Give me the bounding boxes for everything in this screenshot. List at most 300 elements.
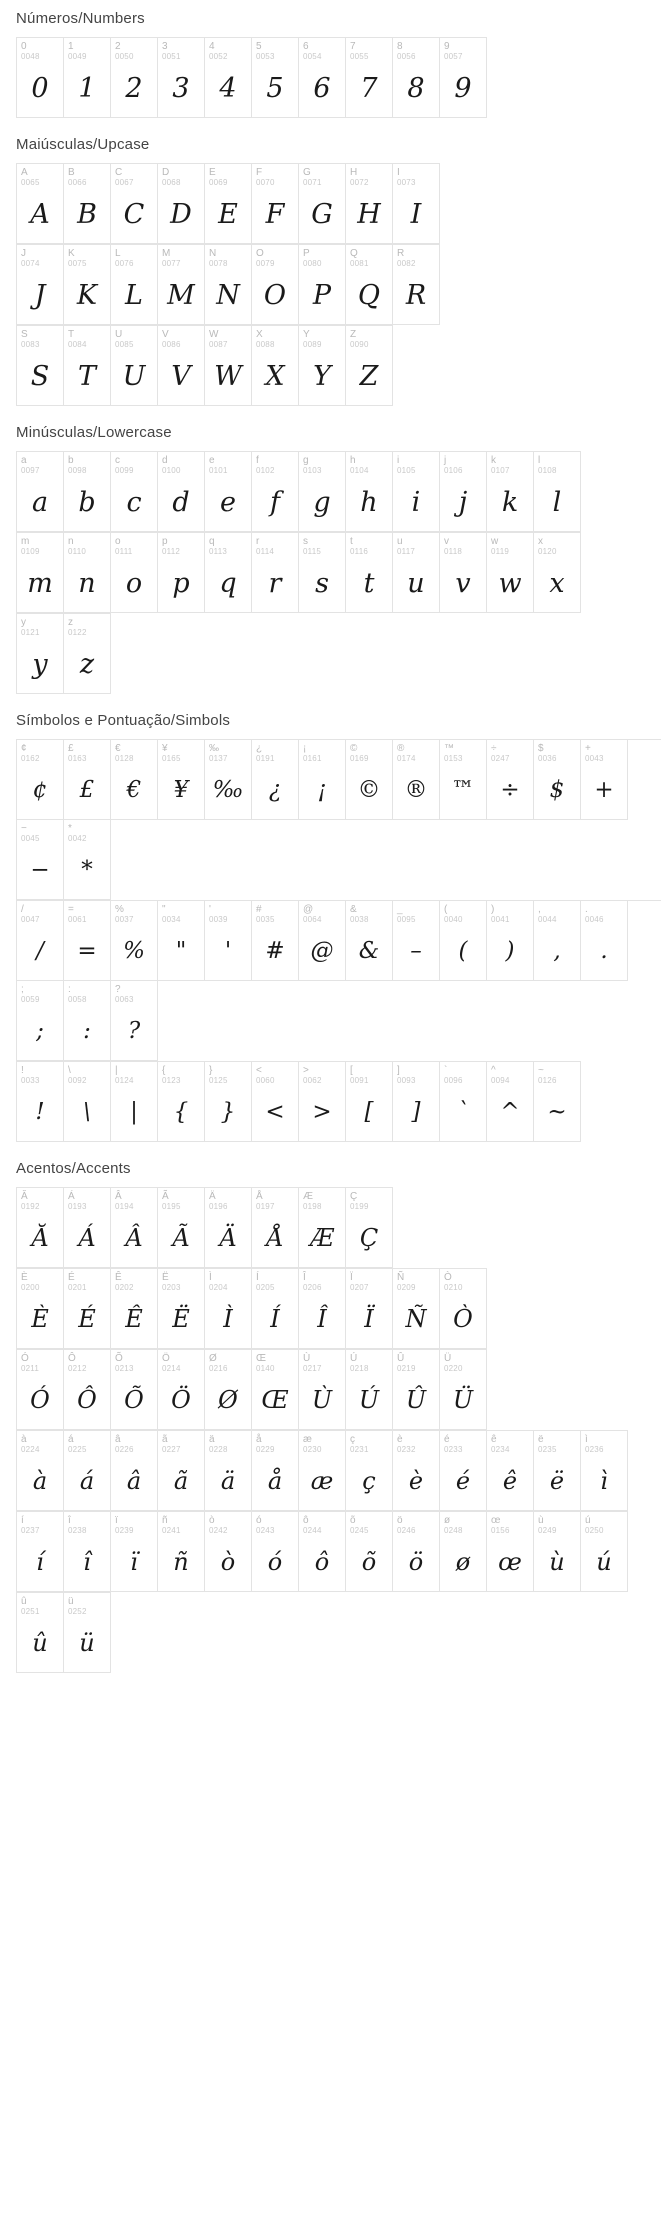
glyph-code-label: 0076 xyxy=(115,259,134,268)
glyph-cell[interactable] xyxy=(393,901,440,981)
glyph-cell[interactable] xyxy=(205,1062,252,1142)
glyph-cell[interactable] xyxy=(111,164,158,244)
glyph-cell[interactable] xyxy=(17,38,64,118)
glyph-code-label: 0108 xyxy=(538,466,557,475)
glyph-cell[interactable] xyxy=(158,1512,205,1592)
glyph-char-label: Ì xyxy=(209,1272,212,1283)
glyph-preview: Ç xyxy=(359,1224,379,1252)
glyph-cell[interactable] xyxy=(17,533,64,613)
glyph-cell[interactable] xyxy=(393,1512,440,1592)
glyph-char-label: Z xyxy=(350,329,357,340)
glyph-cell[interactable] xyxy=(252,1062,299,1142)
glyph-preview: ÷ xyxy=(500,776,520,803)
glyph-row xyxy=(16,1511,628,1592)
glyph-row xyxy=(16,163,440,244)
glyph-cell[interactable] xyxy=(581,1431,628,1511)
glyph-cell[interactable] xyxy=(346,1431,393,1511)
glyph-cell[interactable] xyxy=(346,901,393,981)
glyph-preview: h xyxy=(360,486,378,518)
glyph-cell[interactable] xyxy=(64,326,111,406)
glyph-cell[interactable] xyxy=(440,452,487,532)
glyph-cell[interactable] xyxy=(252,1350,299,1430)
glyph-char-label: Â xyxy=(115,1191,122,1202)
glyph-cell[interactable] xyxy=(64,1512,111,1592)
glyph-char-label: ñ xyxy=(162,1515,168,1526)
glyph-cell[interactable] xyxy=(111,1350,158,1430)
glyph-cell[interactable] xyxy=(64,1350,111,1430)
glyph-cell[interactable] xyxy=(252,38,299,118)
glyph-preview: Õ xyxy=(124,1386,144,1414)
glyph-cell[interactable] xyxy=(64,820,111,900)
glyph-cell[interactable] xyxy=(299,164,346,244)
glyph-char-label: X xyxy=(256,329,263,340)
glyph-cell[interactable] xyxy=(111,452,158,532)
glyph-preview: − xyxy=(30,856,50,883)
glyph-cell[interactable] xyxy=(252,1431,299,1511)
glyph-cell[interactable] xyxy=(581,901,628,981)
glyph-char-label: Ó xyxy=(21,1353,29,1364)
glyph-preview: = xyxy=(77,937,97,964)
glyph-preview: [ xyxy=(364,1098,374,1125)
glyph-preview: z xyxy=(79,648,95,680)
glyph-code-label: 0205 xyxy=(256,1283,275,1292)
glyph-cell[interactable] xyxy=(299,1350,346,1430)
glyph-code-label: 0069 xyxy=(209,178,228,187)
glyph-cell[interactable] xyxy=(252,1188,299,1268)
glyph-char-label: a xyxy=(21,455,27,466)
glyph-cell[interactable] xyxy=(158,1350,205,1430)
glyph-cell[interactable] xyxy=(299,533,346,613)
glyph-cell[interactable] xyxy=(534,1512,581,1592)
glyph-char-label: P xyxy=(303,248,310,259)
glyph-cell[interactable] xyxy=(17,740,64,820)
glyph-cell[interactable] xyxy=(581,740,628,820)
glyph-cell[interactable] xyxy=(111,38,158,118)
glyph-preview: Ï xyxy=(364,1305,374,1333)
glyph-cell[interactable] xyxy=(440,38,487,118)
glyph-preview: Ë xyxy=(172,1305,190,1333)
glyph-char-label: 0 xyxy=(21,41,27,52)
glyph-code-label: 0122 xyxy=(68,628,87,637)
glyph-cell[interactable] xyxy=(158,38,205,118)
glyph-cell[interactable] xyxy=(299,901,346,981)
glyph-code-label: 0034 xyxy=(162,915,181,924)
glyph-preview: ï xyxy=(130,1548,138,1576)
glyph-cell[interactable] xyxy=(487,901,534,981)
glyph-code-label: 0090 xyxy=(350,340,369,349)
glyph-code-label: 0062 xyxy=(303,1076,322,1085)
glyph-cell[interactable] xyxy=(205,740,252,820)
glyph-preview: n xyxy=(78,567,96,599)
glyph-cell[interactable] xyxy=(64,533,111,613)
glyph-cell[interactable] xyxy=(252,1269,299,1349)
glyph-cell[interactable] xyxy=(393,740,440,820)
glyph-cell[interactable] xyxy=(64,981,111,1061)
glyph-cell[interactable] xyxy=(487,452,534,532)
glyph-cell[interactable] xyxy=(17,1431,64,1511)
glyph-preview: Ü xyxy=(452,1386,474,1414)
glyph-cell[interactable] xyxy=(440,1269,487,1349)
glyph-cell[interactable] xyxy=(534,1431,581,1511)
glyph-char-label: h xyxy=(350,455,356,466)
glyph-cell[interactable] xyxy=(17,901,64,981)
glyph-cell[interactable] xyxy=(346,245,393,325)
glyph-cell[interactable] xyxy=(17,326,64,406)
glyph-cell[interactable] xyxy=(252,452,299,532)
glyph-code-label: 0120 xyxy=(538,547,557,556)
glyph-cell[interactable] xyxy=(17,1350,64,1430)
glyph-cell[interactable] xyxy=(64,1431,111,1511)
glyph-cell[interactable] xyxy=(158,901,205,981)
glyph-char-label: | xyxy=(115,1065,118,1076)
glyph-cell[interactable] xyxy=(17,1593,64,1673)
glyph-char-label: ¡ xyxy=(303,743,307,754)
glyph-char-label: } xyxy=(209,1065,213,1076)
glyph-cell[interactable] xyxy=(346,38,393,118)
glyph-char-label: â xyxy=(115,1434,121,1445)
glyph-char-label: d xyxy=(162,455,168,466)
glyph-cell[interactable] xyxy=(64,1593,111,1673)
glyph-cell[interactable] xyxy=(17,1188,64,1268)
glyph-cell[interactable] xyxy=(299,245,346,325)
glyph-cell[interactable] xyxy=(346,452,393,532)
glyph-char-label: Ô xyxy=(68,1353,76,1364)
glyph-cell[interactable] xyxy=(205,326,252,406)
glyph-cell[interactable] xyxy=(64,164,111,244)
glyph-preview: e xyxy=(220,486,236,518)
glyph-cell[interactable] xyxy=(440,1431,487,1511)
glyph-code-label: 0097 xyxy=(21,466,40,475)
glyph-cell[interactable] xyxy=(111,1062,158,1142)
glyph-char-label: \ xyxy=(68,1065,71,1076)
glyph-char-label: ç xyxy=(350,1434,355,1445)
glyph-code-label: 0051 xyxy=(162,52,181,61)
glyph-code-label: 0068 xyxy=(162,178,181,187)
glyph-cell[interactable] xyxy=(111,1269,158,1349)
glyph-code-label: 0233 xyxy=(444,1445,463,1454)
glyph-code-label: 0210 xyxy=(444,1283,463,1292)
glyph-preview: Y xyxy=(313,360,331,392)
glyph-preview: É xyxy=(78,1305,96,1333)
glyph-cell[interactable] xyxy=(393,38,440,118)
glyph-code-label: 0038 xyxy=(350,915,369,924)
glyph-cell[interactable] xyxy=(534,452,581,532)
glyph-cell[interactable] xyxy=(252,245,299,325)
glyph-cell[interactable] xyxy=(17,245,64,325)
glyph-preview: Ö xyxy=(171,1386,191,1414)
glyph-cell[interactable] xyxy=(252,326,299,406)
glyph-cell[interactable] xyxy=(111,1431,158,1511)
glyph-char-label: Ă xyxy=(21,1191,28,1202)
glyph-code-label: 0093 xyxy=(397,1076,416,1085)
glyph-code-label: 0102 xyxy=(256,466,275,475)
glyph-cell[interactable] xyxy=(205,533,252,613)
glyph-char-label: à xyxy=(21,1434,27,1445)
glyph-cell[interactable] xyxy=(346,740,393,820)
glyph-preview: á xyxy=(79,1467,95,1495)
glyph-cell[interactable] xyxy=(64,452,111,532)
glyph-cell[interactable] xyxy=(111,740,158,820)
glyph-code-label: 0041 xyxy=(491,915,510,924)
glyph-char-label: ü xyxy=(68,1596,74,1607)
glyph-cell[interactable] xyxy=(299,452,346,532)
glyph-cell[interactable] xyxy=(158,1431,205,1511)
glyph-cell[interactable] xyxy=(111,326,158,406)
glyph-preview: % xyxy=(123,937,145,964)
glyph-preview: V xyxy=(171,360,191,392)
glyph-cell[interactable] xyxy=(393,1269,440,1349)
glyph-cell[interactable] xyxy=(17,1062,64,1142)
glyph-cell[interactable] xyxy=(17,452,64,532)
glyph-preview: d xyxy=(172,486,190,518)
glyph-char-label: " xyxy=(162,904,166,915)
glyph-code-label: 0096 xyxy=(444,1076,463,1085)
glyph-code-label: 0237 xyxy=(21,1526,40,1535)
glyph-code-label: 0074 xyxy=(21,259,40,268)
glyph-cell[interactable] xyxy=(393,533,440,613)
glyph-cell[interactable] xyxy=(158,326,205,406)
glyph-cell[interactable] xyxy=(158,1062,205,1142)
glyph-char-label: K xyxy=(68,248,75,259)
glyph-cell[interactable] xyxy=(346,1512,393,1592)
glyph-preview: } xyxy=(220,1098,236,1125)
glyph-preview: 3 xyxy=(172,72,190,104)
glyph-cell[interactable] xyxy=(346,533,393,613)
glyph-row xyxy=(16,1592,111,1673)
glyph-cell[interactable] xyxy=(17,981,64,1061)
glyph-cell[interactable] xyxy=(111,245,158,325)
glyph-char-label: å xyxy=(256,1434,262,1445)
glyph-code-label: 0061 xyxy=(68,915,87,924)
glyph-cell[interactable] xyxy=(111,1188,158,1268)
glyph-cell[interactable] xyxy=(252,740,299,820)
glyph-cell[interactable] xyxy=(346,1269,393,1349)
glyph-cell[interactable] xyxy=(17,1512,64,1592)
glyph-code-label: 0244 xyxy=(303,1526,322,1535)
glyph-cell[interactable] xyxy=(487,740,534,820)
glyph-code-label: 0078 xyxy=(209,259,228,268)
glyph-cell[interactable] xyxy=(346,164,393,244)
glyph-char-label: S xyxy=(21,329,28,340)
glyph-cell[interactable] xyxy=(581,1512,628,1592)
glyph-cell[interactable] xyxy=(252,533,299,613)
glyph-cell[interactable] xyxy=(299,1512,346,1592)
glyph-cell[interactable] xyxy=(158,452,205,532)
glyph-char-label: õ xyxy=(350,1515,356,1526)
glyph-cell[interactable] xyxy=(205,452,252,532)
glyph-char-label: q xyxy=(209,536,215,547)
glyph-cell[interactable] xyxy=(64,1188,111,1268)
glyph-cell[interactable] xyxy=(534,901,581,981)
glyph-preview: â xyxy=(126,1467,142,1495)
glyph-char-label: − xyxy=(21,823,27,834)
glyph-cell[interactable] xyxy=(158,164,205,244)
glyph-cell[interactable] xyxy=(64,245,111,325)
glyph-cell[interactable] xyxy=(393,245,440,325)
glyph-code-label: 0081 xyxy=(350,259,369,268)
glyph-cell[interactable] xyxy=(440,740,487,820)
glyph-preview: f xyxy=(270,486,280,518)
glyph-specimen-page xyxy=(0,10,661,1693)
glyph-preview: D xyxy=(170,198,192,230)
glyph-cell[interactable] xyxy=(17,164,64,244)
glyph-code-label: 0083 xyxy=(21,340,40,349)
glyph-preview: B xyxy=(77,198,97,230)
glyph-cell[interactable] xyxy=(158,740,205,820)
glyph-preview: b xyxy=(78,486,96,518)
glyph-code-label: 0091 xyxy=(350,1076,369,1085)
glyph-cell[interactable] xyxy=(205,38,252,118)
glyph-cell[interactable] xyxy=(17,820,64,900)
glyph-cell[interactable] xyxy=(205,164,252,244)
glyph-cell[interactable] xyxy=(487,533,534,613)
glyph-char-label: c xyxy=(115,455,120,466)
glyph-cell[interactable] xyxy=(64,901,111,981)
glyph-cell[interactable] xyxy=(440,1062,487,1142)
glyph-code-label: 0088 xyxy=(256,340,275,349)
glyph-cell[interactable] xyxy=(346,326,393,406)
glyph-cell[interactable] xyxy=(299,1062,346,1142)
glyph-cell[interactable] xyxy=(64,38,111,118)
glyph-preview: œ xyxy=(498,1548,522,1576)
glyph-code-label: 0251 xyxy=(21,1607,40,1616)
glyph-cell[interactable] xyxy=(440,533,487,613)
glyph-code-label: 0073 xyxy=(397,178,416,187)
glyph-cell[interactable] xyxy=(440,1350,487,1430)
glyph-cell[interactable] xyxy=(205,1431,252,1511)
glyph-cell[interactable] xyxy=(534,533,581,613)
glyph-preview: € xyxy=(126,776,142,803)
glyph-cell[interactable] xyxy=(64,614,111,694)
glyph-cell[interactable] xyxy=(205,245,252,325)
glyph-char-label: A xyxy=(21,167,28,178)
glyph-char-label: Y xyxy=(303,329,310,340)
glyph-cell[interactable] xyxy=(346,1188,393,1268)
glyph-char-label: B xyxy=(68,167,75,178)
glyph-cell[interactable] xyxy=(534,1062,581,1142)
glyph-preview: v xyxy=(455,567,471,599)
glyph-cell[interactable] xyxy=(299,1431,346,1511)
glyph-cell[interactable] xyxy=(393,1062,440,1142)
glyph-cell[interactable] xyxy=(346,1062,393,1142)
glyph-code-label: 0242 xyxy=(209,1526,228,1535)
glyph-char-label: > xyxy=(303,1065,309,1076)
glyph-char-label: i xyxy=(397,455,400,466)
glyph-char-label: l xyxy=(538,455,541,466)
glyph-cell[interactable] xyxy=(252,1512,299,1592)
glyph-char-label: L xyxy=(115,248,121,259)
glyph-cell[interactable] xyxy=(299,326,346,406)
glyph-preview: æ xyxy=(310,1467,334,1495)
glyph-char-label: 6 xyxy=(303,41,309,52)
glyph-char-label: V xyxy=(162,329,169,340)
glyph-cell[interactable] xyxy=(205,1350,252,1430)
glyph-char-label: Ñ xyxy=(397,1272,405,1283)
glyph-cell[interactable] xyxy=(393,1431,440,1511)
glyph-code-label: 0239 xyxy=(115,1526,134,1535)
glyph-char-label: ] xyxy=(397,1065,400,1076)
glyph-char-label: b xyxy=(68,455,74,466)
glyph-char-label: ! xyxy=(21,1065,24,1076)
glyph-cell[interactable] xyxy=(111,901,158,981)
glyph-char-label: 3 xyxy=(162,41,168,52)
glyph-cell[interactable] xyxy=(299,740,346,820)
glyph-preview: ö xyxy=(408,1548,424,1576)
glyph-code-label: 0153 xyxy=(444,754,463,763)
glyph-cell[interactable] xyxy=(64,1062,111,1142)
glyph-cell[interactable] xyxy=(111,981,158,1061)
glyph-char-label: Ï xyxy=(350,1272,353,1283)
glyph-code-label: 0103 xyxy=(303,466,322,475)
glyph-cell[interactable] xyxy=(299,1188,346,1268)
glyph-code-label: 0218 xyxy=(350,1364,369,1373)
glyph-char-label: G xyxy=(303,167,311,178)
glyph-char-label: Ú xyxy=(350,1353,358,1364)
glyph-char-label: C xyxy=(115,167,123,178)
glyph-char-label: , xyxy=(538,904,541,915)
glyph-cell[interactable] xyxy=(440,901,487,981)
glyph-cell[interactable] xyxy=(299,1269,346,1349)
glyph-char-label: I xyxy=(397,167,400,178)
glyph-char-label: Ù xyxy=(303,1353,311,1364)
glyph-cell[interactable] xyxy=(158,245,205,325)
glyph-char-label: D xyxy=(162,167,170,178)
glyph-cell[interactable] xyxy=(205,1512,252,1592)
glyph-cell[interactable] xyxy=(252,901,299,981)
glyph-cell[interactable] xyxy=(111,1512,158,1592)
glyph-cell[interactable] xyxy=(487,1431,534,1511)
glyph-cell[interactable] xyxy=(393,164,440,244)
glyph-cell[interactable] xyxy=(64,1269,111,1349)
glyph-char-label: ô xyxy=(303,1515,309,1526)
glyph-cell[interactable] xyxy=(111,533,158,613)
glyph-cell[interactable] xyxy=(440,1512,487,1592)
glyph-cell[interactable] xyxy=(205,1188,252,1268)
glyph-code-label: 0079 xyxy=(256,259,275,268)
glyph-preview: a xyxy=(31,486,49,518)
glyph-cell[interactable] xyxy=(158,1269,205,1349)
glyph-code-label: 0070 xyxy=(256,178,275,187)
glyph-row xyxy=(16,1268,487,1349)
glyph-preview: X xyxy=(265,360,285,392)
glyph-code-label: 0040 xyxy=(444,915,463,924)
glyph-code-label: 0236 xyxy=(585,1445,604,1454)
glyph-cell[interactable] xyxy=(252,164,299,244)
glyph-preview: F xyxy=(265,198,285,230)
glyph-cell[interactable] xyxy=(205,901,252,981)
glyph-preview: ò xyxy=(220,1548,236,1576)
glyph-cell[interactable] xyxy=(393,452,440,532)
glyph-cell[interactable] xyxy=(158,1188,205,1268)
glyph-char-label: Å xyxy=(256,1191,263,1202)
glyph-cell[interactable] xyxy=(17,614,64,694)
glyph-cell[interactable] xyxy=(487,1062,534,1142)
glyph-cell[interactable] xyxy=(346,1350,393,1430)
glyph-code-label: 0106 xyxy=(444,466,463,475)
glyph-cell[interactable] xyxy=(158,533,205,613)
glyph-cell[interactable] xyxy=(299,38,346,118)
glyph-cell[interactable] xyxy=(205,1269,252,1349)
glyph-cell[interactable] xyxy=(17,1269,64,1349)
glyph-preview: ú xyxy=(596,1548,612,1576)
glyph-preview: Ú xyxy=(358,1386,380,1414)
glyph-cell[interactable] xyxy=(64,740,111,820)
glyph-cell[interactable] xyxy=(393,1350,440,1430)
glyph-cell[interactable] xyxy=(487,1512,534,1592)
glyph-cell[interactable] xyxy=(534,740,581,820)
section-title: Maiúsculas/Upcase xyxy=(16,136,150,153)
glyph-code-label: 0207 xyxy=(350,1283,369,1292)
